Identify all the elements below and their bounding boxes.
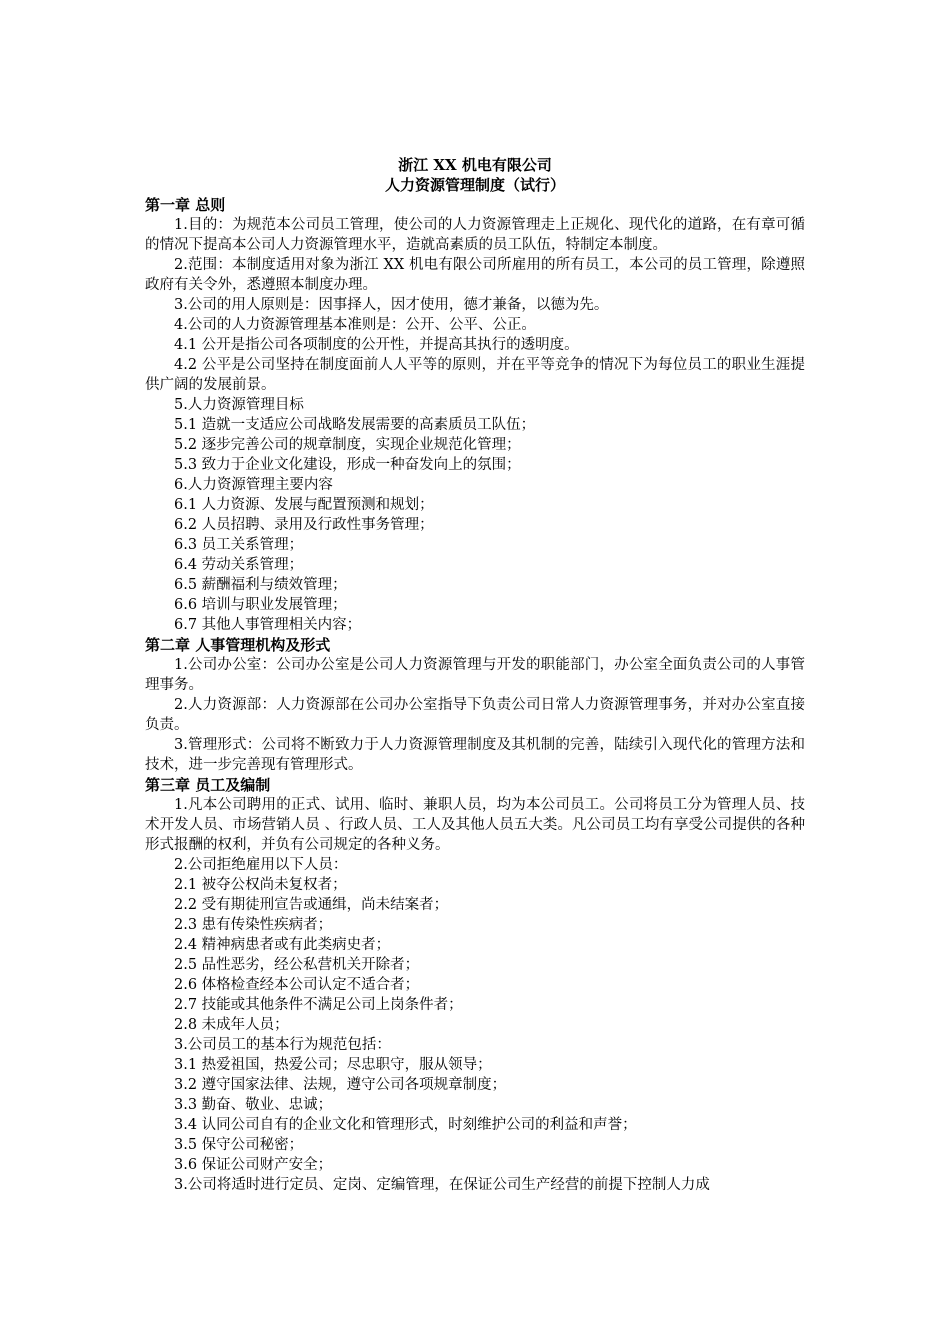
list-item: 3.1 热爱祖国，热爱公司；尽忠职守，服从领导； — [174, 1057, 492, 1073]
list-item: 2.2 受有期徒刑宣告或通缉，尚未结案者； — [174, 897, 449, 913]
list-item: 2.3 患有传染性疾病者； — [174, 917, 333, 933]
list-item: 3.2 遵守国家法律、法规，遵守公司各项规章制度； — [174, 1077, 507, 1093]
document-title: 人力资源管理制度（试行） — [384, 176, 565, 194]
list-item: 3.公司的用人原则是：因事择人，因才使用，德才兼备，以德为先。 — [174, 297, 609, 313]
list-item: 6.2 人员招聘、录用及行政性事务管理； — [174, 517, 434, 533]
list-item: 6.4 劳动关系管理； — [174, 557, 304, 573]
paragraph: 1.凡本公司聘用的正式、试用、临时、兼职人员，均为本公司员工。公司将员工分为管理人员、技术开发人员、市场营销人员 、行政人员、工人及其他人员五大类。凡公司员工均有享受公司提供的各种形式报酬的权利，并负有公司规定的各种义务。 — [145, 797, 805, 853]
list-item: 5.3 致力于企业文化建设，形成一种奋发向上的氛围； — [174, 457, 521, 473]
list-item: 4.公司的人力资源管理基本准则是：公开、公平、公正。 — [174, 317, 536, 333]
list-item: 5.1 造就一支适应公司战略发展需要的高素质员工队伍； — [174, 417, 536, 433]
list-item: 3.3 勤奋、敬业、忠诚； — [174, 1097, 333, 1113]
paragraph: 3.管理形式：公司将不断致力于人力资源管理制度及其机制的完善，陆续引入现代化的管理方法和技术，进一步完善现有管理形式。 — [145, 737, 805, 773]
list-item: 2.4 精神病患者或有此类病史者； — [174, 937, 391, 953]
list-item: 6.6 培训与职业发展管理； — [174, 597, 347, 613]
list-item: 6.5 薪酬福利与绩效管理； — [174, 577, 347, 593]
list-item: 2.1 被夺公权尚未复权者； — [174, 877, 347, 893]
list-item: 3.公司将适时进行定员、定岗、定编管理，在保证公司生产经营的前提下控制人力成 — [174, 1177, 710, 1193]
document-title-company: 浙江 XX 机电有限公司 — [398, 156, 552, 174]
list-item: 5.人力资源管理目标 — [174, 397, 304, 413]
list-item: 6.3 员工关系管理； — [174, 537, 304, 553]
paragraph: 1.目的：为规范本公司员工管理，使公司的人力资源管理走上正规化、现代化的道路，在有章可循的情况下提高本公司人力资源管理水平，造就高素质的员工队伍，特制定本制度。 — [145, 217, 805, 253]
list-item: 2.8 未成年人员； — [174, 1017, 289, 1033]
list-item: 3.公司员工的基本行为规范包括： — [174, 1037, 391, 1053]
paragraph: 1.公司办公室：公司办公室是公司人力资源管理与开发的职能部门，办公室全面负责公司的人事管理事务。 — [145, 657, 805, 693]
list-item: 4.1 公开是指公司各项制度的公开性，并提高其执行的透明度。 — [174, 337, 579, 353]
list-item: 6.7 其他人事管理相关内容； — [174, 617, 362, 633]
list-item: 2.公司拒绝雇用以下人员： — [174, 857, 348, 873]
list-item: 2.5 品性恶劣，经公私营机关开除者； — [174, 957, 420, 973]
list-item: 3.6 保证公司财产安全； — [174, 1157, 333, 1173]
list-item: 6.人力资源管理主要内容 — [174, 477, 333, 493]
paragraph: 2.人力资源部：人力资源部在公司办公室指导下负责公司日常人力资源管理事务，并对办公室直接负责。 — [145, 697, 805, 733]
list-item: 3.4 认同公司自有的企业文化和管理形式，时刻维护公司的利益和声誉； — [174, 1117, 637, 1133]
paragraph: 4.2 公平是公司坚持在制度面前人人平等的原则，并在平等竞争的情况下为每位员工的职业生涯提供广阔的发展前景。 — [145, 357, 805, 393]
chapter-heading: 第二章 人事管理机构及形式 — [145, 636, 331, 654]
list-item: 5.2 逐步完善公司的规章制度，实现企业规范化管理； — [174, 437, 521, 453]
chapter-heading: 第一章 总则 — [145, 196, 226, 214]
paragraph: 2.范围：本制度适用对象为浙江 XX 机电有限公司所雇用的所有员工，本公司的员工管理，除遵照政府有关令外，悉遵照本制度办理。 — [145, 257, 805, 293]
chapter-heading: 第三章 员工及编制 — [145, 776, 271, 794]
list-item: 2.7 技能或其他条件不满足公司上岗条件者； — [174, 997, 463, 1013]
list-item: 6.1 人力资源、发展与配置预测和规划； — [174, 497, 434, 513]
list-item: 2.6 体格检查经本公司认定不适合者； — [174, 977, 420, 993]
list-item: 3.5 保守公司秘密； — [174, 1137, 304, 1153]
